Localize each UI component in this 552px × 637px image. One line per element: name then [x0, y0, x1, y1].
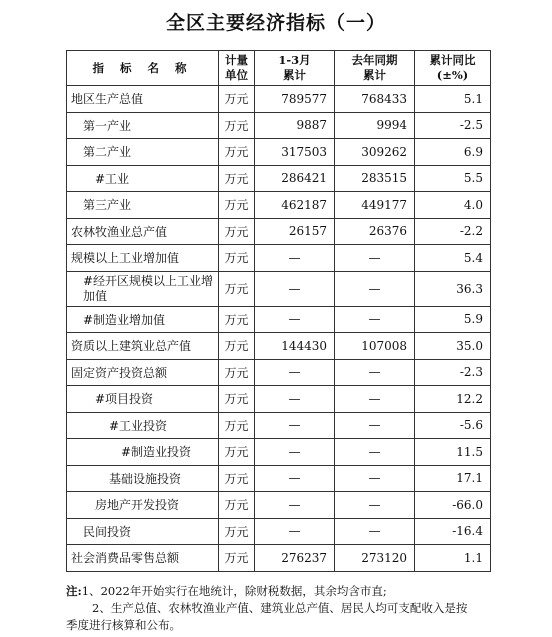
row-current: — [255, 465, 335, 492]
row-current: — [255, 245, 335, 272]
row-change: -2.3 [415, 359, 491, 386]
row-previous: 26376 [335, 218, 415, 245]
row-unit: 万元 [219, 192, 255, 219]
row-label: #项目投资 [67, 386, 219, 413]
row-unit: 万元 [219, 245, 255, 272]
row-change: 5.4 [415, 245, 491, 272]
row-previous: — [335, 492, 415, 519]
row-unit: 万元 [219, 271, 255, 306]
table-row [67, 165, 491, 192]
table-row [67, 192, 491, 219]
table-row [67, 218, 491, 245]
header-change-line1: 累计同比 [429, 53, 476, 67]
row-label: 第二产业 [67, 139, 219, 166]
table-header-row [67, 51, 491, 86]
row-unit: 万元 [219, 139, 255, 166]
table-row [67, 271, 491, 306]
header-previous-line1: 去年同期 [351, 53, 398, 67]
note-prefix: 注: [66, 584, 82, 598]
row-previous: 768433 [335, 86, 415, 113]
row-previous: — [335, 359, 415, 386]
row-current: 144430 [255, 333, 335, 360]
row-change: 11.5 [415, 439, 491, 466]
row-unit: 万元 [219, 412, 255, 439]
header-change [415, 51, 491, 86]
row-change: -2.5 [415, 112, 491, 139]
row-label: 农林牧渔业总产值 [67, 218, 219, 245]
row-change: 12.2 [415, 386, 491, 413]
header-change-line2: (±%) [436, 68, 469, 82]
note-line-3: 季度进行核算和公布。 [66, 618, 181, 632]
row-label: 固定资产投资总额 [67, 359, 219, 386]
row-change: 4.0 [415, 192, 491, 219]
table-row [67, 306, 491, 333]
row-label: 基础设施投资 [67, 465, 219, 492]
row-previous: 273120 [335, 545, 415, 572]
header-unit [219, 51, 255, 86]
row-change: 17.1 [415, 465, 491, 492]
row-change: -2.2 [415, 218, 491, 245]
row-previous: 9994 [335, 112, 415, 139]
row-change: 35.0 [415, 333, 491, 360]
row-current: — [255, 412, 335, 439]
row-label: 规模以上工业增加值 [67, 245, 219, 272]
row-previous: — [335, 439, 415, 466]
row-current: — [255, 306, 335, 333]
row-previous: 309262 [335, 139, 415, 166]
table-row [67, 412, 491, 439]
row-unit: 万元 [219, 218, 255, 245]
row-change: 5.5 [415, 165, 491, 192]
table-row [67, 545, 491, 572]
row-unit: 万元 [219, 545, 255, 572]
row-change: 36.3 [415, 271, 491, 306]
row-current: — [255, 386, 335, 413]
row-previous: — [335, 465, 415, 492]
row-label: 第三产业 [67, 192, 219, 219]
row-current: 462187 [255, 192, 335, 219]
row-label: #工业投资 [67, 412, 219, 439]
table-row [67, 439, 491, 466]
row-previous: — [335, 518, 415, 545]
row-label: 第一产业 [67, 112, 219, 139]
row-change: 1.1 [415, 545, 491, 572]
header-current [255, 51, 335, 86]
row-unit: 万元 [219, 86, 255, 113]
notes [66, 583, 496, 634]
row-current: 26157 [255, 218, 335, 245]
table-row [67, 333, 491, 360]
row-previous: — [335, 412, 415, 439]
table-row [67, 359, 491, 386]
row-previous: 107008 [335, 333, 415, 360]
header-current-line2: 累计 [283, 68, 306, 82]
row-unit: 万元 [219, 112, 255, 139]
row-current: 276237 [255, 545, 335, 572]
row-change: -16.4 [415, 518, 491, 545]
row-previous: 449177 [335, 192, 415, 219]
row-current: — [255, 271, 335, 306]
row-unit: 万元 [219, 165, 255, 192]
row-label: #工业 [67, 165, 219, 192]
note-line-1 [66, 583, 496, 600]
row-current: — [255, 359, 335, 386]
table-row [67, 386, 491, 413]
row-unit: 万元 [219, 465, 255, 492]
row-current: — [255, 492, 335, 519]
header-unit-line2: 单位 [225, 68, 248, 82]
table-row [67, 492, 491, 519]
row-change: -5.6 [415, 412, 491, 439]
note-text-1: 1、2022年开始实行在地统计，除财税数据，其余均含市直; [81, 584, 387, 598]
row-previous: — [335, 271, 415, 306]
note-line-2: 2、生产总值、农林牧渔业产值、建筑业总产值、居民人均可支配收入是按 [92, 601, 468, 615]
row-change: 5.9 [415, 306, 491, 333]
row-current: — [255, 439, 335, 466]
row-change: -66.0 [415, 492, 491, 519]
row-current: 9887 [255, 112, 335, 139]
indicators-table [66, 50, 491, 572]
row-label: 房地产开发投资 [67, 492, 219, 519]
row-current: 286421 [255, 165, 335, 192]
row-unit: 万元 [219, 333, 255, 360]
table-row [67, 518, 491, 545]
table-row [67, 465, 491, 492]
row-previous: 283515 [335, 165, 415, 192]
header-unit-line1: 计量 [225, 53, 248, 67]
row-previous: — [335, 386, 415, 413]
header-previous-line2: 累计 [363, 68, 386, 82]
row-previous: — [335, 245, 415, 272]
row-label: 民间投资 [67, 518, 219, 545]
row-current: — [255, 518, 335, 545]
table-row [67, 139, 491, 166]
row-label: 资质以上建筑业总产值 [67, 333, 219, 360]
row-label: 地区生产总值 [67, 86, 219, 113]
row-unit: 万元 [219, 386, 255, 413]
row-unit: 万元 [219, 359, 255, 386]
row-previous: — [335, 306, 415, 333]
row-label: #制造业投资 [67, 439, 219, 466]
row-change: 6.9 [415, 139, 491, 166]
row-label: #制造业增加值 [67, 306, 219, 333]
page-title: 全区主要经济指标（一） [165, 12, 386, 34]
row-unit: 万元 [219, 492, 255, 519]
row-label: #经开区规模以上工业增加值 [67, 271, 219, 306]
header-previous [335, 51, 415, 86]
row-current: 317503 [255, 139, 335, 166]
row-current: 789577 [255, 86, 335, 113]
header-indicator-name: 指 标 名 称 [67, 51, 219, 86]
table-row [67, 86, 491, 113]
row-unit: 万元 [219, 306, 255, 333]
row-unit: 万元 [219, 439, 255, 466]
row-unit: 万元 [219, 518, 255, 545]
header-current-line1: 1-3月 [278, 53, 311, 67]
table-row [67, 245, 491, 272]
table-row [67, 112, 491, 139]
row-change: 5.1 [415, 86, 491, 113]
row-label: 社会消费品零售总额 [67, 545, 219, 572]
